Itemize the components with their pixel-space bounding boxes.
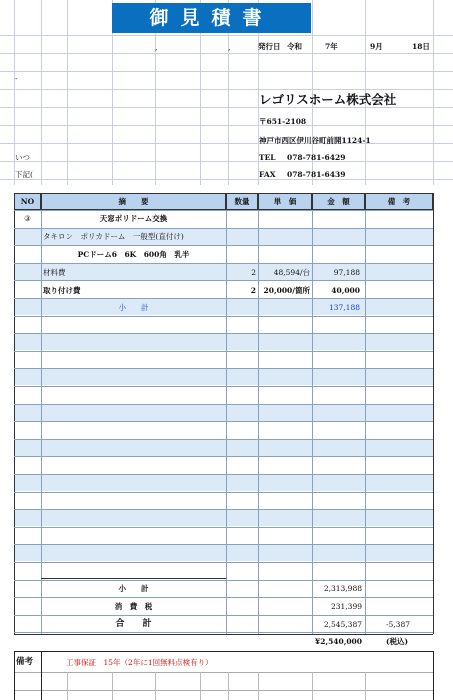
header-unit-price: 単 価 — [258, 193, 312, 210]
grid-line — [14, 651, 433, 652]
row-stripe — [14, 439, 433, 456]
grid-line — [112, 672, 113, 700]
grid-line — [67, 672, 68, 700]
row-stripe — [14, 509, 433, 526]
date-mark-2: , — [228, 43, 231, 52]
row-5-desc: 取り付け費 — [43, 286, 81, 295]
grid-line — [0, 35, 453, 36]
grid-line — [67, 0, 68, 185]
grid-line — [14, 193, 15, 634]
grid-line — [0, 53, 453, 54]
grid-line — [14, 280, 433, 281]
grid-line — [14, 368, 433, 369]
date-mark-1: , — [155, 43, 158, 52]
row-6-subtotal-amount: 137,188 — [328, 303, 360, 312]
grid-line — [258, 193, 259, 634]
row-1-desc: 天窓ポリドーム交換 — [99, 214, 168, 223]
grid-line — [14, 421, 433, 422]
row-stripe — [14, 474, 433, 491]
header-no: NO — [14, 193, 41, 210]
grand-subtotal-label: 小 計 — [118, 584, 149, 593]
row-stripe — [14, 544, 433, 561]
grid-line — [0, 71, 453, 72]
tel-number: 078-781-6429 — [287, 153, 346, 162]
grid-line — [14, 562, 433, 563]
grand-subtotal-amount: 2,313,988 — [323, 584, 362, 593]
header-description: 摘 要 — [41, 193, 226, 210]
row-2-desc: タキロン ポリカドーム 一般型(直付け) — [43, 232, 184, 241]
row-3-desc: PCドーム6 6K 600角 乳半 — [77, 250, 190, 259]
company-name: レゴリスホーム株式会社 — [259, 92, 397, 107]
grid-line — [365, 193, 366, 634]
grid-line — [14, 672, 433, 673]
grid-line — [433, 651, 434, 700]
issue-day: 18日 — [412, 42, 430, 51]
tax-amount: 231,399 — [330, 602, 362, 611]
left-fragment-2: 下記( — [15, 170, 33, 179]
company-postal: 〒651-2108 — [259, 117, 307, 126]
row-4-amount: 97,188 — [333, 268, 360, 277]
tax-included-note: (税込) — [386, 637, 409, 646]
grid-line — [312, 672, 313, 700]
grid-line — [14, 651, 15, 700]
grid-line — [41, 0, 42, 185]
fax-label: FAX — [259, 170, 276, 179]
grid-line — [14, 527, 433, 528]
adjustment-amount: -5,387 — [385, 620, 410, 629]
grid-line — [0, 179, 453, 180]
issue-era: 令和 — [287, 42, 302, 51]
row-4-qty: 2 — [251, 268, 256, 277]
grid-line — [226, 193, 227, 634]
grid-line — [155, 672, 156, 700]
grid-line — [14, 456, 433, 457]
grid-line — [41, 651, 42, 700]
grid-line — [14, 404, 433, 405]
left-fragment-1: いつ — [15, 153, 30, 162]
remarks-label: 備考 — [16, 657, 34, 667]
issue-year: 7年 — [325, 42, 338, 51]
row-5-qty: 2 — [250, 286, 256, 295]
grid-line — [228, 672, 229, 700]
tel-label: TEL — [259, 153, 276, 162]
tax-label: 消 費 税 — [114, 602, 153, 611]
fax-number: 078-781-6439 — [287, 170, 346, 179]
grid-line — [0, 143, 453, 144]
grid-line — [365, 672, 366, 700]
grid-line — [200, 672, 201, 700]
grid-line — [433, 0, 434, 185]
row-stripe — [14, 404, 433, 421]
row-4-desc: 材料費 — [43, 268, 66, 277]
grid-line — [14, 634, 433, 635]
grid-line — [41, 578, 226, 579]
grid-line — [433, 193, 434, 634]
grid-line — [14, 544, 433, 545]
final-amount: ¥2,540,000 — [315, 637, 362, 646]
grid-line — [14, 509, 433, 510]
total-label: 合 計 — [115, 619, 152, 629]
issue-label: 発行日 — [258, 42, 281, 51]
document-title: 御見積書 — [112, 3, 311, 33]
company-address: 神戸市西区伊川谷町前開1124-1 — [259, 136, 371, 145]
grid-line — [0, 125, 453, 126]
grid-line — [14, 492, 433, 493]
grid-line — [14, 386, 433, 387]
header-amount: 金 額 — [312, 193, 365, 210]
row-stripe — [14, 333, 433, 350]
grid-line — [258, 672, 259, 700]
grid-line — [14, 474, 433, 475]
grid-line — [14, 333, 433, 334]
grid-line — [14, 263, 433, 264]
row-1-no: ③ — [24, 214, 31, 223]
dash-mark: - — [15, 74, 18, 83]
grid-line — [14, 439, 433, 440]
row-stripe — [14, 368, 433, 385]
grid-line — [14, 690, 433, 691]
row-stripe — [14, 263, 433, 280]
row-5-unit: 20,000/箇所 — [263, 286, 310, 295]
row-5-amount: 40,000 — [331, 286, 360, 295]
grid-line — [14, 316, 433, 317]
remarks-text: 工事保証 15年（2年に1回無料点検有り） — [66, 658, 213, 667]
row-4-unit: 48,594/台 — [273, 268, 310, 277]
grid-line — [14, 351, 433, 352]
header-quantity: 数量 — [226, 193, 258, 210]
grid-line — [0, 161, 453, 162]
issue-month: 9月 — [370, 42, 383, 51]
row-6-subtotal-label: 小 計 — [118, 303, 149, 312]
grid-line — [312, 193, 313, 634]
total-amount: 2,545,387 — [323, 620, 362, 629]
header-notes: 備 考 — [365, 193, 433, 210]
